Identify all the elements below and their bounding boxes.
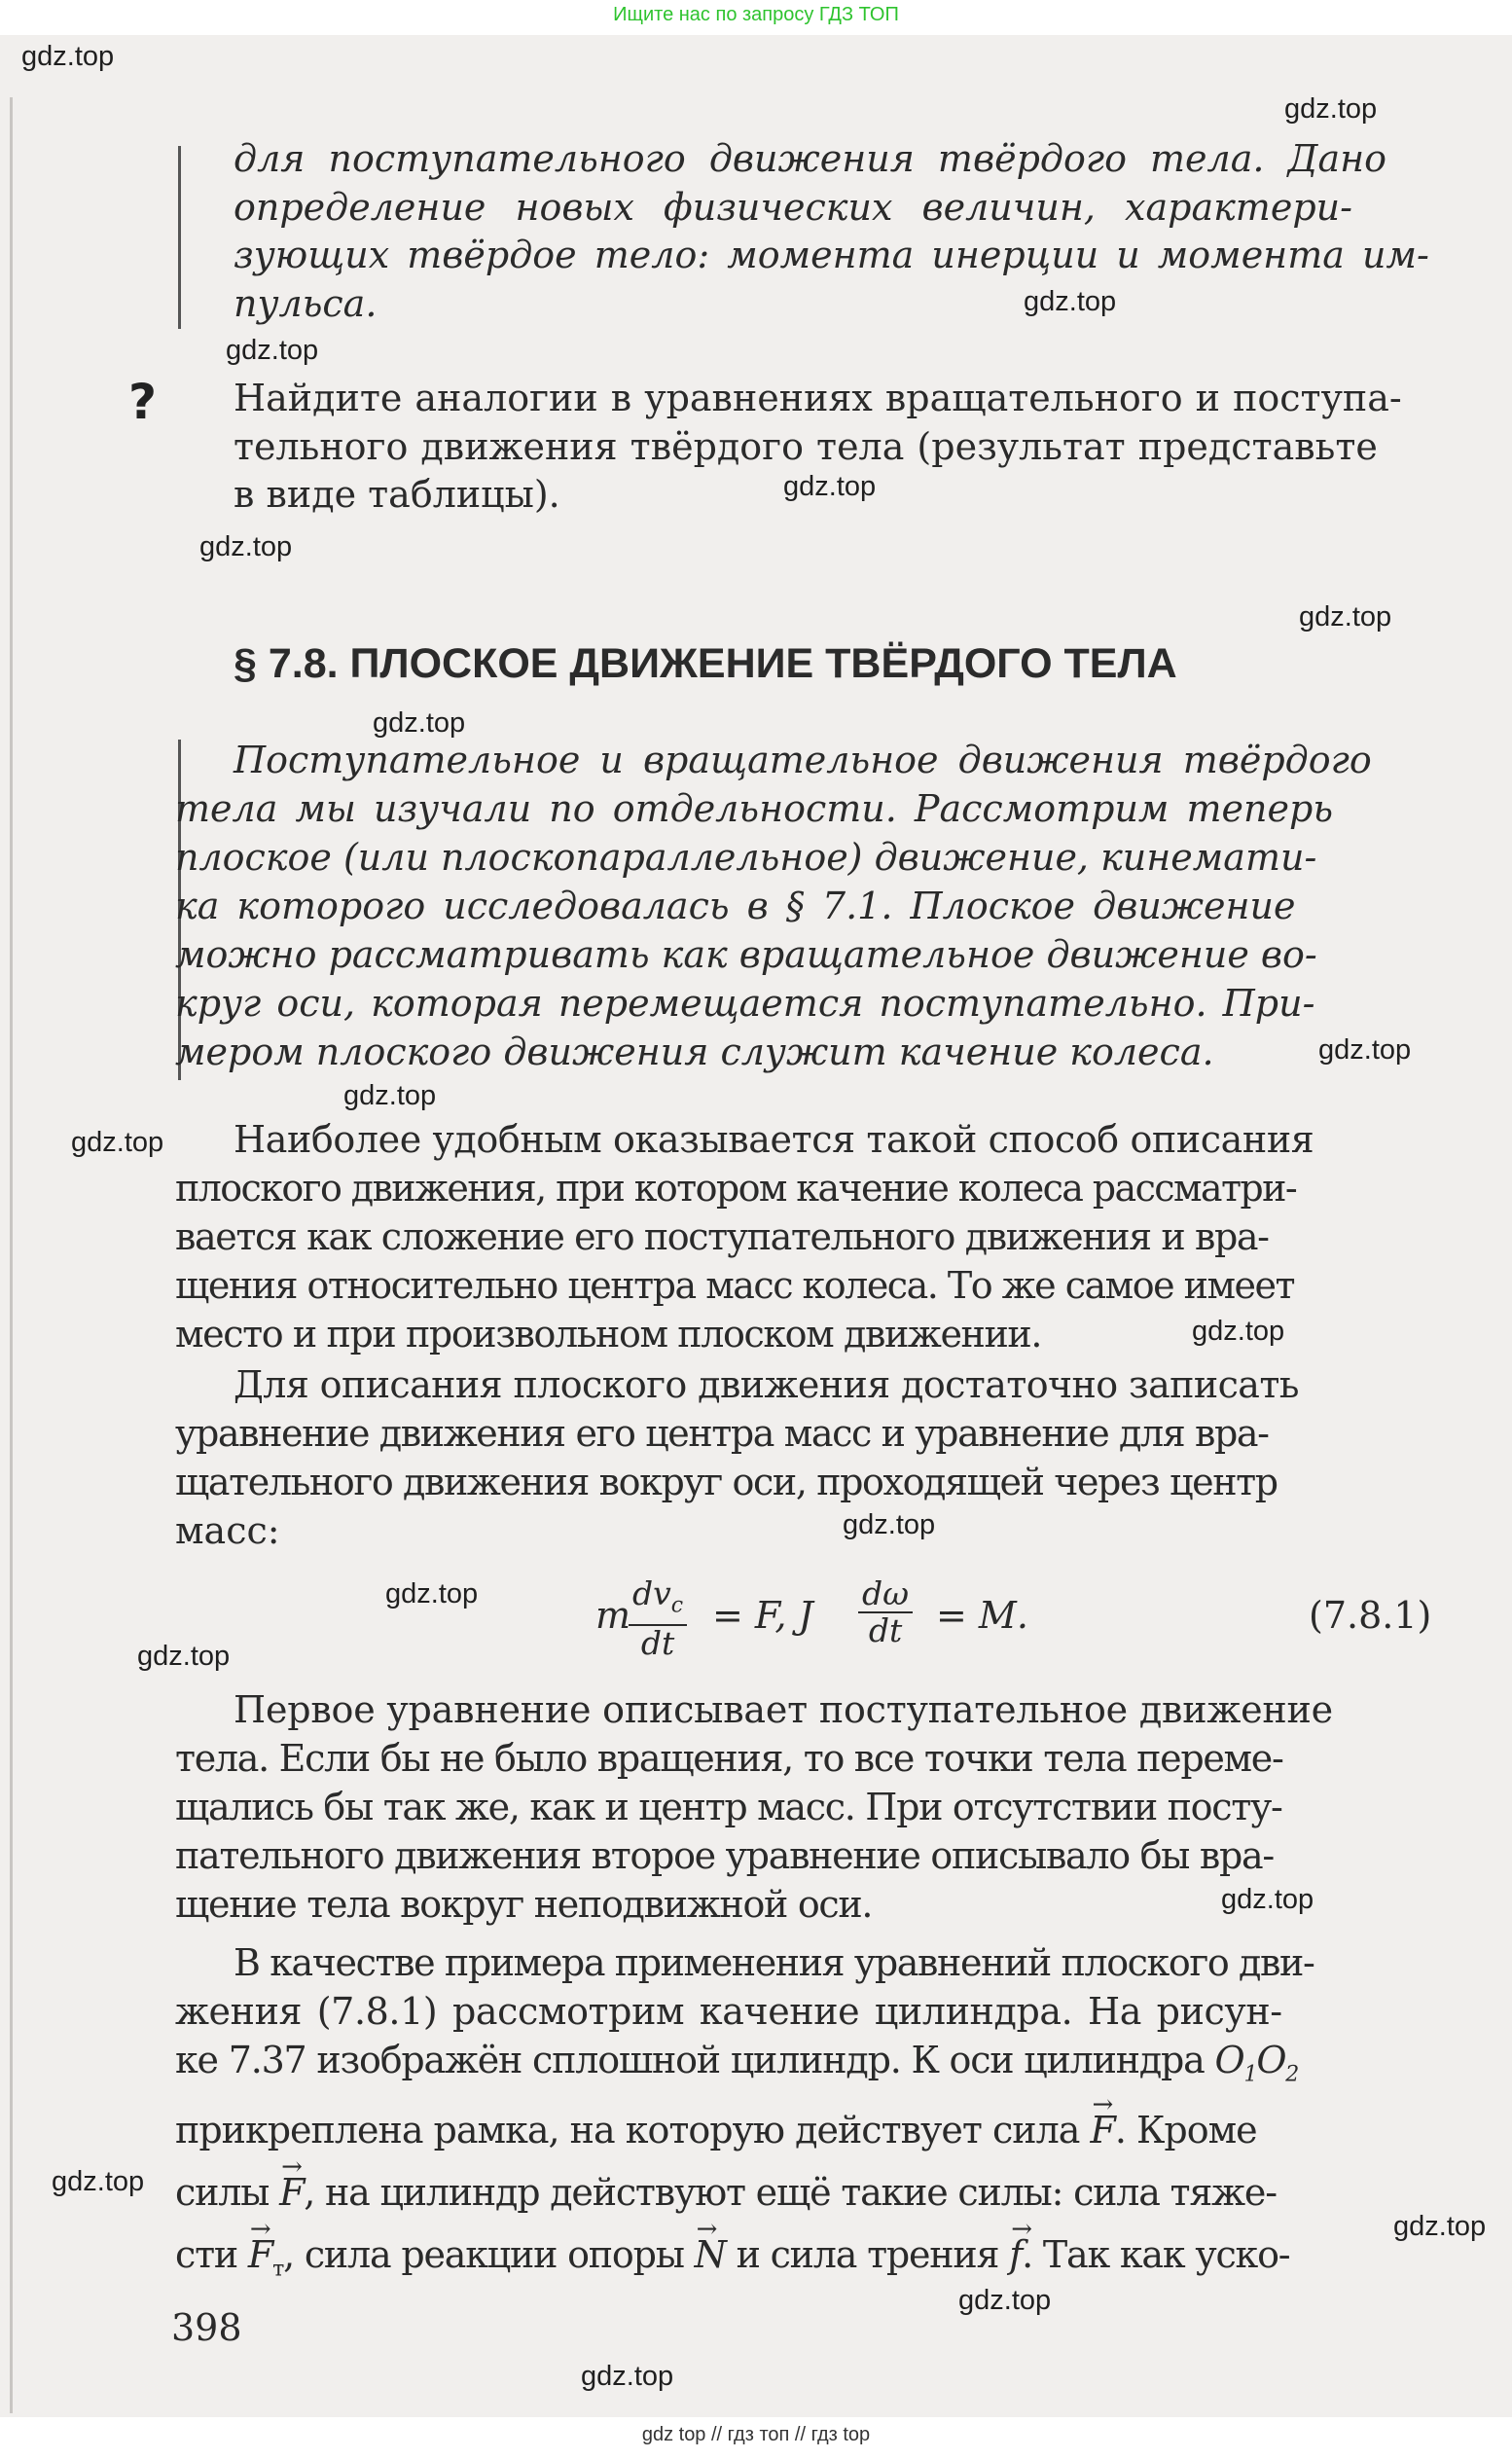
paragraph-line: место и при произвольном плоском движении. — [175, 1313, 1042, 1356]
paragraph-line: вается как сложение его поступательного движения и вра- — [175, 1215, 1269, 1258]
question-line: тельного движения твёрдого тела (результат представьте — [234, 425, 1378, 468]
watermark: gdz.top — [1318, 1034, 1412, 1066]
watermark: gdz.top — [1299, 601, 1392, 633]
intro-line: круг оси, которая перемещается поступательно. При- — [175, 982, 1315, 1025]
paragraph-line: плоского движения, при котором качение колеса рассматри- — [175, 1167, 1297, 1210]
friction-force-vector: → f — [1009, 2232, 1022, 2277]
paragraph-line-text: и сила трения — [725, 2233, 1010, 2276]
paragraph-line: Наиболее удобным оказывается такой способ описания — [234, 1118, 1314, 1161]
paragraph-line — [175, 2170, 1277, 2215]
watermark: gdz.top — [783, 471, 877, 502]
watermark: gdz.top — [843, 1509, 936, 1540]
paragraph-line-text: . Кроме — [1114, 2109, 1257, 2152]
watermark: gdz.top — [373, 707, 466, 739]
watermark: gdz.top — [1221, 1884, 1314, 1915]
summary-line: для поступательного движения твёрдого тела. Дано — [234, 137, 1387, 180]
axis-label-o2: O — [1256, 2039, 1286, 2081]
paragraph-line: пательного движения второе уравнение описывало бы вра- — [175, 1834, 1274, 1877]
watermark: gdz.top — [226, 335, 319, 366]
fraction-denominator: dt — [868, 1611, 903, 1649]
question-line: Найдите аналогии в уравнениях вращательного и поступа- — [234, 377, 1402, 419]
watermark: gdz.top — [385, 1578, 479, 1609]
summary-line: зующих твёрдое тело: момента инерции и момента им- — [234, 234, 1429, 276]
paragraph-line: В качестве примера применения уравнений плоского дви- — [234, 1941, 1314, 1984]
watermark: gdz.top — [1192, 1316, 1285, 1347]
page-number: 398 — [171, 2306, 242, 2349]
axis-label-o1: O — [1214, 2039, 1244, 2081]
summary-margin-bar — [178, 146, 181, 329]
paragraph-line — [175, 2232, 1289, 2293]
watermark: gdz.top — [581, 2361, 674, 2392]
section-heading: § 7.8. ПЛОСКОЕ ДВИЖЕНИЕ ТВЁРДОГО ТЕЛА — [234, 640, 1177, 687]
paragraph-line: уравнение движения его центра масс и уравнение для вра- — [175, 1412, 1269, 1455]
watermark: gdz.top — [1393, 2211, 1487, 2242]
gravity-force-subscript: т — [272, 2257, 284, 2282]
intro-line: можно рассматривать как вращательное движение во- — [175, 933, 1317, 976]
paragraph-line: тела. Если бы не было вращения, то все точки тела переме- — [175, 1737, 1283, 1780]
equation-mass: m — [595, 1594, 631, 1637]
watermark: gdz.top — [199, 531, 293, 562]
equation-middle: = F, J — [712, 1594, 813, 1637]
fraction-numerator: dω — [858, 1576, 913, 1613]
paragraph-line: жения (7.8.1) рассмотрим качение цилиндра. На рисун- — [175, 1990, 1282, 2033]
watermark: gdz.top — [21, 41, 115, 72]
question-icon: ? — [128, 374, 158, 430]
normal-force-vector: → N — [695, 2232, 726, 2277]
top-banner[interactable]: Ищите нас по запросу ГДЗ ТОП — [613, 4, 899, 25]
equation-end: = M. — [936, 1594, 1028, 1637]
paragraph-line-text: сти — [175, 2233, 248, 2276]
paragraph-line-text: , сила реакции опоры — [283, 2233, 695, 2276]
watermark: gdz.top — [71, 1127, 164, 1158]
watermark: gdz.top — [137, 1641, 231, 1672]
paragraph-line-text: , на цилиндр действуют ещё такие силы: сила тяже- — [304, 2171, 1277, 2214]
paragraph-line: масс: — [175, 1509, 280, 1552]
intro-line: ка которого исследовалась в § 7.1. Плоское движение — [175, 885, 1296, 927]
summary-line: пульса. — [234, 282, 378, 325]
intro-line: тела мы изучали по отдельности. Рассмотрим теперь — [175, 787, 1334, 830]
watermark: gdz.top — [1284, 93, 1378, 125]
watermark: gdz.top — [343, 1080, 437, 1111]
intro-line: Поступательное и вращательное движения твёрдого — [234, 739, 1372, 781]
fraction-domega-dt — [858, 1576, 913, 1648]
fraction-dvc-dt — [629, 1576, 687, 1661]
paragraph-line: щение тела вокруг неподвижной оси. — [175, 1883, 873, 1926]
watermark: gdz.top — [1024, 286, 1117, 317]
paragraph-line-text: прикреплена рамка, на которую действует сила — [175, 2109, 1091, 2152]
paragraph-line — [175, 2038, 1298, 2098]
force-vector-f: → F — [279, 2170, 304, 2215]
paragraph-line-text: ке 7.37 изображён сплошной цилиндр. К оси цилиндра — [175, 2039, 1215, 2081]
intro-line: мером плоского движения служит качение колеса. — [175, 1031, 1214, 1073]
fraction-denominator: dt — [640, 1623, 675, 1662]
gravity-force-vector: → F — [248, 2232, 272, 2277]
summary-line: определение новых физических величин, характери- — [234, 186, 1352, 229]
fraction-numerator-subscript: c — [670, 1593, 684, 1618]
intro-line: плоское (или плоскопараллельное) движение, кинемати- — [175, 836, 1317, 879]
watermark: gdz.top — [52, 2166, 145, 2197]
paragraph-line: Первое уравнение описывает поступательное движение — [234, 1688, 1333, 1731]
paragraph-line: щательного движения вокруг оси, проходящей через центр — [175, 1461, 1278, 1503]
paragraph-line — [175, 2108, 1257, 2152]
fraction-numerator: dv — [632, 1574, 671, 1612]
axis-label-subscript: 2 — [1285, 2062, 1299, 2087]
equation-number: (7.8.1) — [1309, 1594, 1432, 1637]
force-vector-f: → F — [1090, 2108, 1114, 2152]
watermark: gdz.top — [958, 2285, 1052, 2316]
paragraph-line: щения относительно центра масс колеса. То же самое имеет — [175, 1264, 1295, 1307]
paragraph-line: щались бы так же, как и центр масс. При отсутствии посту- — [175, 1786, 1282, 1828]
axis-label-subscript: 1 — [1243, 2062, 1257, 2087]
paragraph-line: Для описания плоского движения достаточно записать — [234, 1363, 1299, 1406]
paragraph-line-text: . Так как уско- — [1022, 2233, 1290, 2276]
paragraph-line-text: силы — [175, 2171, 280, 2214]
question-line: в виде таблицы). — [234, 473, 560, 516]
bottom-footer[interactable]: gdz top // гдз топ // гдз top — [641, 2424, 871, 2445]
